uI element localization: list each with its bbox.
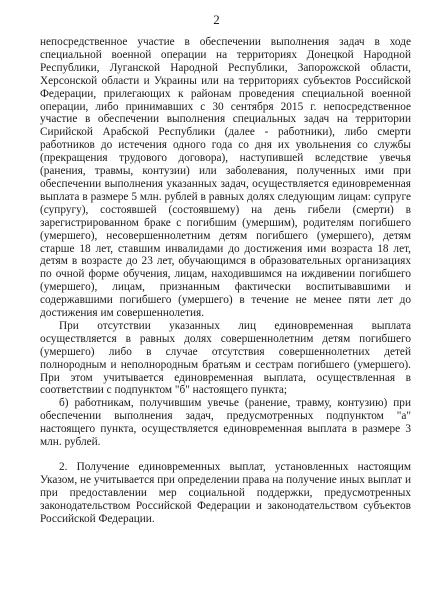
document-body	[40, 36, 411, 526]
paragraph-subpoint-b: б) работникам, получившим увечье (ранение, травму, контузию) при обеспечении выполнения задач, предусмотренных подпунктом "а" настоящего пункта, осуществляется единовременная выплата в размере 3 млн. рублей.	[40, 397, 411, 449]
page-number: 2	[213, 12, 220, 27]
paragraph-continuation: непосредственное участие в обеспечении выполнения задач в ходе специальной военной операции на территориях Донецкой Народной Республики, Луганской Народной Республики, Запорожской области, Херсонской области и Украины или на территориях субъектов Российской Федерации, прилегающих к районам проведения специальной военной операции, либо принимавших с 30 сентября 2015 г. непосредственное участие в обеспечении выполнения специальных задач на территории Сирийской Арабской Республики (далее - работники), либо смерти работников до истечения одного года со дня их увольнения со службы (прекращения трудового договора), наступившей вследствие увечья (ранения, травмы, контузии) или заболевания, полученных ими при обеспечении выполнения указанных задач, осуществляется единовременная выплата в размере 5 млн. рублей в равных долях следующим лицам: супруге (супругу), состоявшей (состоявшему) на день гибели (смерти) в зарегистрированном браке с погибшим (умершим), родителям погибшего (умершего), несовершеннолетним детям погибшего (умершего), детям старше 18 лет, ставшим инвалидами до достижения ими возраста 18 лет, детям в возрасте до 23 лет, обучающимся в образовательных организациях по очной форме обучения, лицам, находившимся на иждивении погибшего (умершего), лицам, признанным фактически воспитывавшими и содержавшими погибшего (умершего) в течение не менее пяти лет до достижения им совершеннолетия.	[40, 36, 411, 320]
paragraph-absence-of-persons: При отсутствии указанных лиц единовременная выплата осуществляется в равных долях совершеннолетним детям погибшего (умершего) либо в случае отсутствия совершеннолетних детей полнородным и неполнородным братьям и сестрам погибшего (умершего). При этом учитывается единовременная выплата, осуществленная в соответствии с подпунктом "б" настоящего пункта;	[40, 319, 411, 397]
paragraph-point-2: 2. Получение единовременных выплат, установленных настоящим Указом, не учитывается при определении права на получение иных выплат и при предоставлении мер социальной поддержки, предусмотренных законодательством Российской Федерации и законодательством субъектов Российской Федерации.	[40, 461, 411, 525]
